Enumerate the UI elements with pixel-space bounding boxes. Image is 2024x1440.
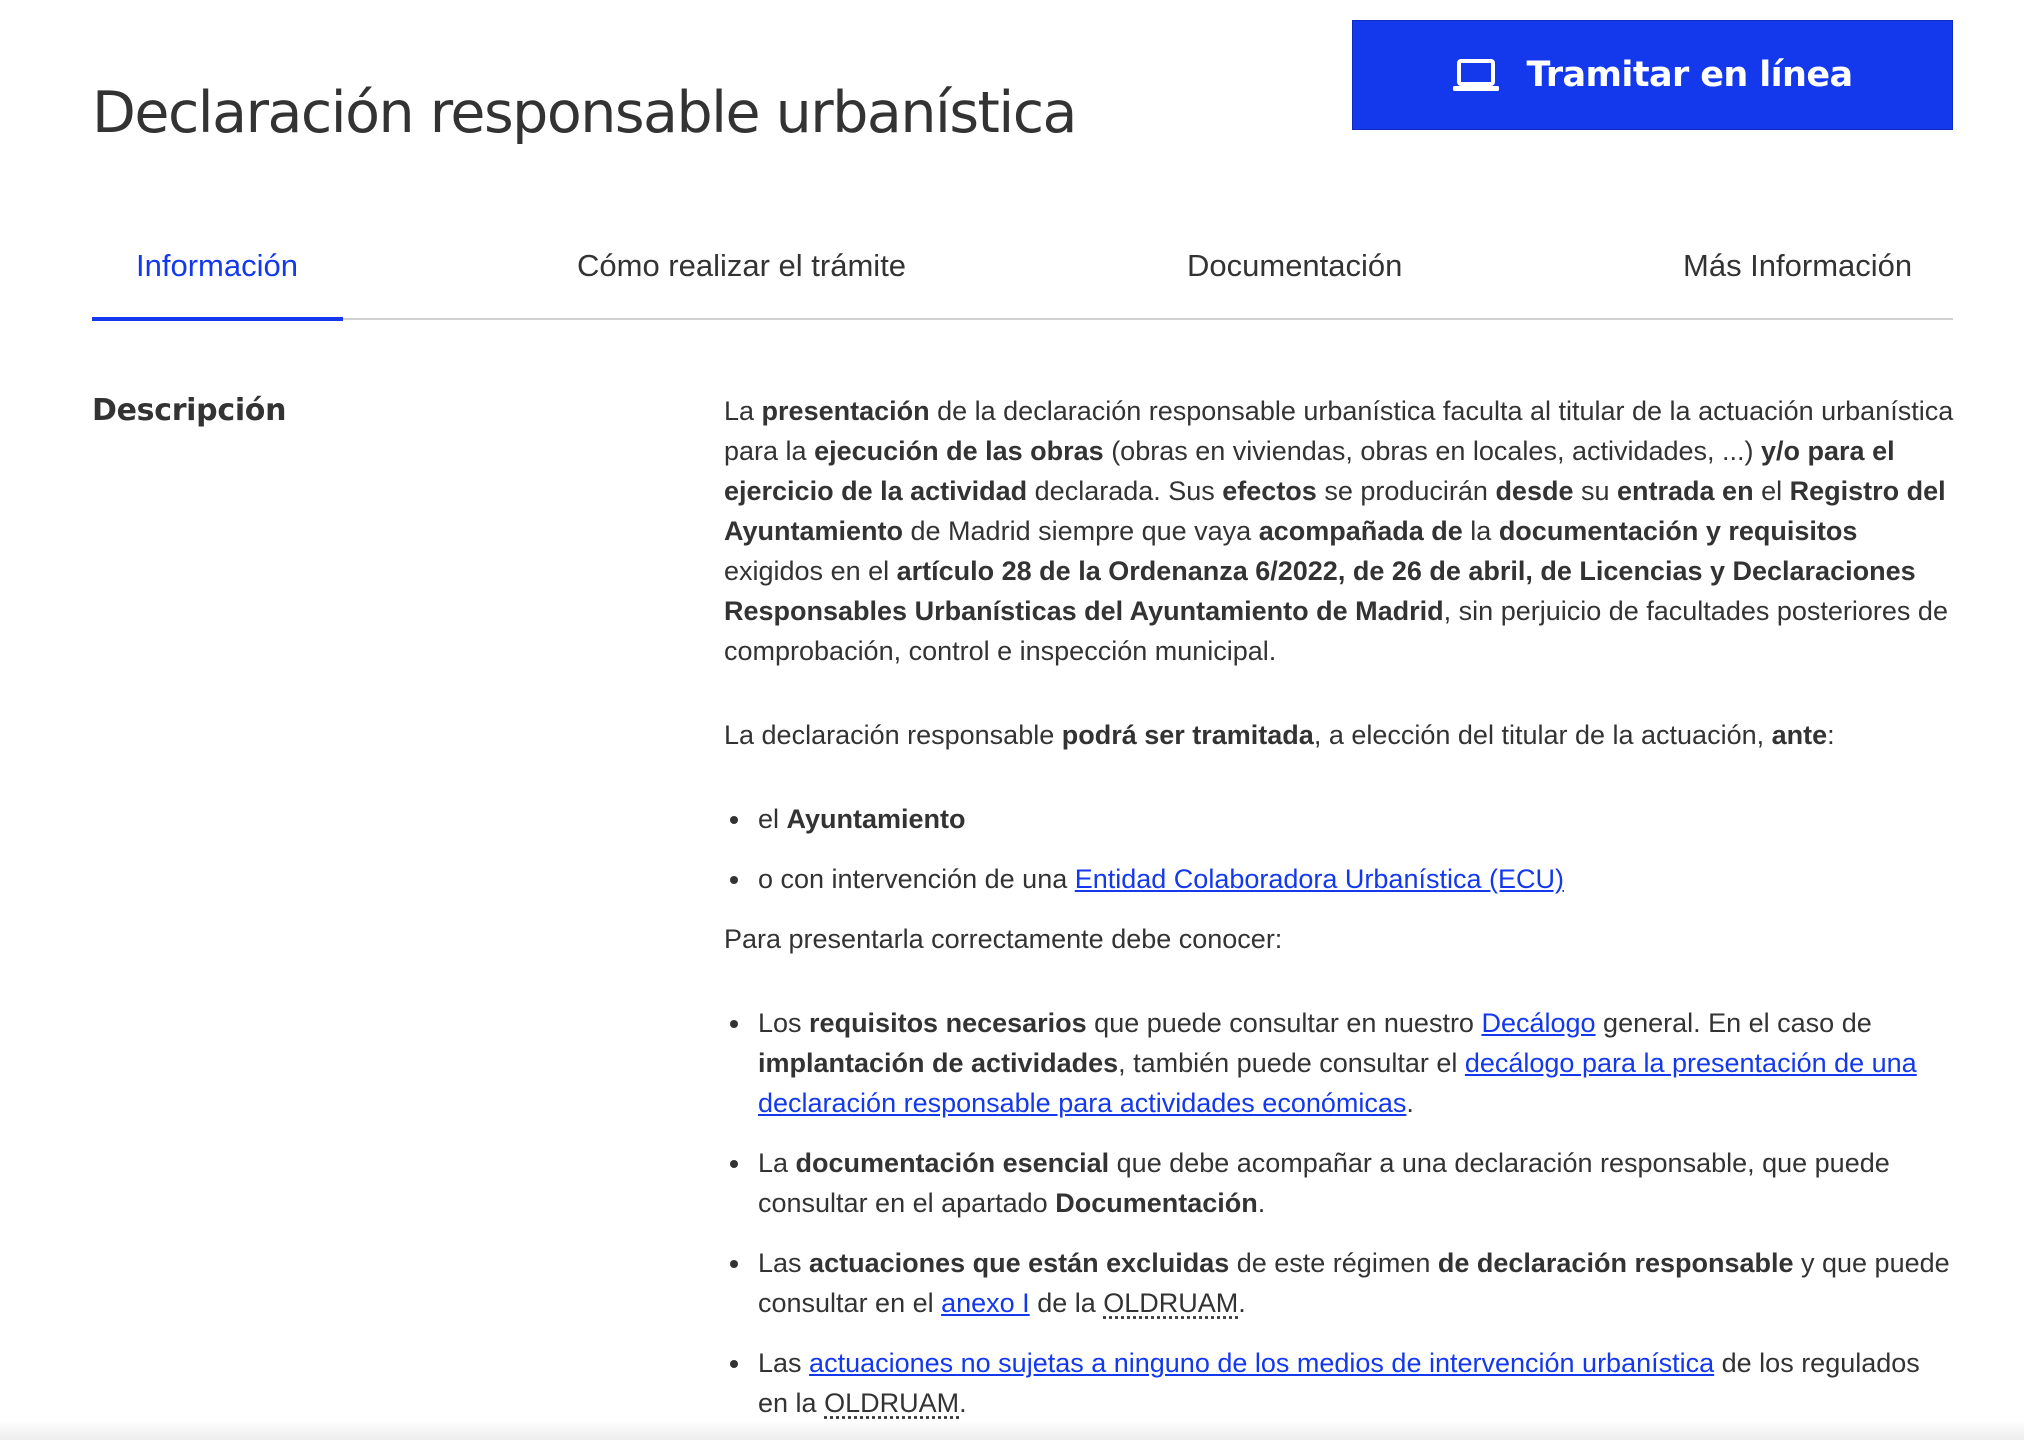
text: el xyxy=(758,804,787,834)
text: declarada. Sus xyxy=(1027,476,1223,506)
text: de la xyxy=(1029,1288,1104,1318)
text: y que puede consultar en el xyxy=(758,1248,1950,1318)
text: La declaración responsable xyxy=(724,720,1062,750)
text: de la declaración responsable urbanística faculta al titular de la actuación urbanística para la xyxy=(724,396,1954,466)
text: Las xyxy=(758,1248,810,1278)
text: se producirán xyxy=(1316,476,1496,506)
list-item xyxy=(724,1003,1954,1123)
bold-text: documentación y requisitos xyxy=(1498,516,1858,546)
ecu-link[interactable]: Entidad Colaboradora Urbanística (ECU) xyxy=(1074,864,1564,894)
tab-informacion[interactable]: Información xyxy=(136,248,298,283)
decalogo-link[interactable]: Decálogo xyxy=(1481,1008,1596,1038)
tramitar-en-linea-label: Tramitar en línea xyxy=(1526,55,1853,95)
actuaciones-no-sujetas-link[interactable]: actuaciones no sujetas a ninguno de los medios de intervención urbanística xyxy=(809,1348,1715,1378)
text: o con intervención de una xyxy=(758,864,1075,894)
text: que debe acompañar a una declaración responsable, que puede consultar en el apartado xyxy=(758,1148,1890,1218)
tramitar-en-linea-button[interactable] xyxy=(1352,20,1953,130)
text: (obras en viviendas, obras en locales, actividades, ...) xyxy=(1103,436,1762,466)
text: Los xyxy=(758,1008,810,1038)
text: su xyxy=(1573,476,1618,506)
text: de los regulados en la xyxy=(758,1348,1920,1418)
oldruam-abbreviation[interactable]: OLDRUAM xyxy=(824,1388,960,1418)
text: , a elección del titular de la actuación, xyxy=(1313,720,1772,750)
text: general. En el caso de xyxy=(1595,1008,1872,1038)
bold-text: podrá ser tramitada xyxy=(1061,720,1314,750)
page-title: Declaración responsable urbanística xyxy=(92,80,1076,146)
requirements-list xyxy=(724,1003,1954,1423)
text: que puede consultar en nuestro xyxy=(1086,1008,1482,1038)
text: Las xyxy=(758,1348,810,1378)
tab-documentacion[interactable]: Documentación xyxy=(1187,248,1403,283)
text: . xyxy=(1238,1288,1246,1318)
list-item xyxy=(724,859,1954,899)
list-item xyxy=(724,1243,1954,1323)
description-paragraph-1 xyxy=(724,391,1954,671)
bold-text: requisitos necesarios xyxy=(809,1008,1087,1038)
description-paragraph-3: Para presentarla correctamente debe conocer: xyxy=(724,924,1283,954)
bold-text: ante xyxy=(1771,720,1828,750)
bold-text: efectos xyxy=(1222,476,1317,506)
text: de Madrid siempre que vaya xyxy=(903,516,1259,546)
bold-text: artículo 28 de la Ordenanza 6/2022, de 26 de abril, de Licencias y Declaraciones Responsables Urbanísticas del Ayuntamiento de Madrid xyxy=(724,556,1916,626)
text: , sin perjuicio de facultades posteriores de comprobación, control e inspección municipal. xyxy=(724,596,1948,666)
text: . xyxy=(959,1388,967,1418)
section-label-descripcion: Descripción xyxy=(92,393,287,428)
text: , también puede consultar el xyxy=(1118,1048,1465,1078)
text: La xyxy=(724,396,762,426)
bold-text: presentación xyxy=(761,396,930,426)
bold-text: entrada en xyxy=(1617,476,1754,506)
bold-text: implantación de actividades xyxy=(758,1048,1119,1078)
tab-como-realizar-el-tramite[interactable]: Cómo realizar el trámite xyxy=(577,248,907,283)
bold-text: Documentación xyxy=(1055,1188,1258,1218)
bold-text: Registro del Ayuntamiento xyxy=(724,476,1946,546)
laptop-icon xyxy=(1452,57,1500,93)
tab-bar xyxy=(92,240,1953,320)
text: . xyxy=(1257,1188,1266,1218)
bottom-edge-shadow xyxy=(0,1420,2024,1440)
text: . xyxy=(1406,1088,1414,1118)
text: el xyxy=(1753,476,1790,506)
description-paragraph-2 xyxy=(724,715,1954,755)
bold-text: de declaración responsable xyxy=(1437,1248,1794,1278)
list-item xyxy=(724,1143,1954,1223)
description-content xyxy=(724,391,1954,1423)
active-tab-indicator xyxy=(92,317,343,321)
tab-mas-informacion[interactable]: Más Información xyxy=(1683,248,1913,283)
anexo-i-link[interactable]: anexo I xyxy=(941,1288,1030,1318)
text: exigidos en el xyxy=(724,556,897,586)
text: de este régimen xyxy=(1229,1248,1438,1278)
bold-text: desde xyxy=(1495,476,1574,506)
bold-text: ejecución de las obras xyxy=(814,436,1104,466)
decalogo-actividades-link[interactable]: decálogo para la presentación de una declaración responsable para actividades económicas xyxy=(758,1048,1917,1118)
list-item xyxy=(724,799,1954,839)
bold-text: actuaciones que están excluidas xyxy=(809,1248,1230,1278)
list-item xyxy=(724,1343,1954,1423)
channels-list xyxy=(724,799,1954,899)
bold-text: documentación esencial xyxy=(795,1148,1110,1178)
text: : xyxy=(1827,720,1835,750)
text: la xyxy=(1462,516,1499,546)
bold-text: y/o para el ejercicio de la actividad xyxy=(724,436,1895,506)
oldruam-abbreviation[interactable]: OLDRUAM xyxy=(1103,1288,1239,1318)
bold-text: acompañada de xyxy=(1258,516,1463,546)
bold-text: Ayuntamiento xyxy=(786,804,966,834)
text: La xyxy=(758,1148,796,1178)
